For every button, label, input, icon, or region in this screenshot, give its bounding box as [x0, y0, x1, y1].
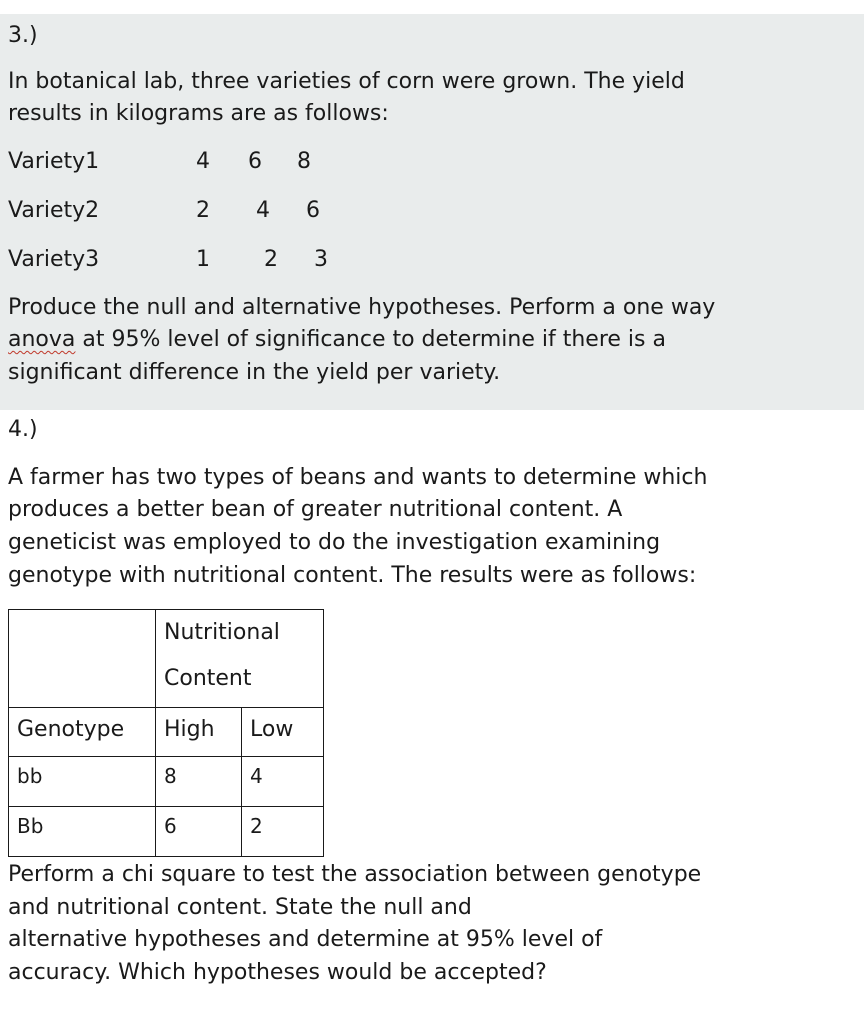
question-3-task-line-2	[8, 324, 666, 356]
question-4-intro-line-3: geneticist was employed to do the investigation examining	[8, 530, 661, 555]
question-4-number: 4.)	[8, 417, 38, 442]
table-column-row	[9, 708, 324, 757]
variety-2-value-2: 4	[256, 198, 270, 223]
variety-1-value-3: 8	[297, 149, 311, 174]
question-3-task-line-3: significant difference in the yield per variety.	[8, 360, 501, 385]
question-4-task-line-3: alternative hypotheses and determine at 95% level of	[8, 927, 603, 952]
question-3-intro-line-2: results in kilograms are as follows:	[8, 101, 389, 126]
question-4-intro-line-2: produces a better bean of greater nutritional content. A	[8, 497, 623, 522]
genotype-cell: bb	[9, 757, 156, 807]
variety-2-value-1: 2	[196, 198, 210, 223]
nutritional-content-header	[156, 610, 324, 708]
variety-2-label: Variety2	[8, 198, 100, 223]
table-row	[9, 757, 324, 807]
col-genotype: Genotype	[9, 708, 156, 757]
col-low: Low	[242, 708, 324, 757]
question-3-number: 3.)	[8, 23, 38, 48]
low-cell: 2	[242, 807, 324, 857]
high-cell: 6	[156, 807, 242, 857]
header-top-text: Nutritional	[164, 620, 280, 645]
question-4-task-line-1: Perform a chi square to test the association between genotype	[8, 862, 702, 887]
table-row	[9, 807, 324, 857]
table-header-row	[9, 610, 324, 708]
question-3-task-line-2-rest: at 95% level of significance to determine if there is a	[75, 327, 666, 352]
variety-3-value-2: 2	[264, 247, 278, 272]
col-high: High	[156, 708, 242, 757]
variety-1-value-2: 6	[248, 149, 262, 174]
variety-3-value-1: 1	[196, 247, 210, 272]
low-cell: 4	[242, 757, 324, 807]
question-3-intro-line-1: In botanical lab, three varieties of corn were grown. The yield	[8, 69, 685, 94]
question-3-task-line-1: Produce the null and alternative hypotheses. Perform a one way	[8, 295, 716, 320]
spellcheck-word: anova	[8, 327, 76, 352]
genotype-cell: Bb	[9, 807, 156, 857]
table-empty-cell	[9, 610, 156, 708]
variety-3-value-3: 3	[314, 247, 328, 272]
variety-3-label: Variety3	[8, 247, 100, 272]
variety-2-value-3: 6	[306, 198, 320, 223]
genotype-table	[8, 609, 324, 857]
question-4-intro-line-1: A farmer has two types of beans and wants to determine which	[8, 465, 708, 490]
header-bottom-text: Content	[164, 666, 252, 691]
question-4-intro-line-4: genotype with nutritional content. The results were as follows:	[8, 563, 697, 588]
variety-1-label: Variety1	[8, 149, 100, 174]
question-4-task-line-2: and nutritional content. State the null and	[8, 895, 472, 920]
high-cell: 8	[156, 757, 242, 807]
question-4-task-line-4: accuracy. Which hypotheses would be accepted?	[8, 960, 547, 985]
variety-1-value-1: 4	[196, 149, 210, 174]
